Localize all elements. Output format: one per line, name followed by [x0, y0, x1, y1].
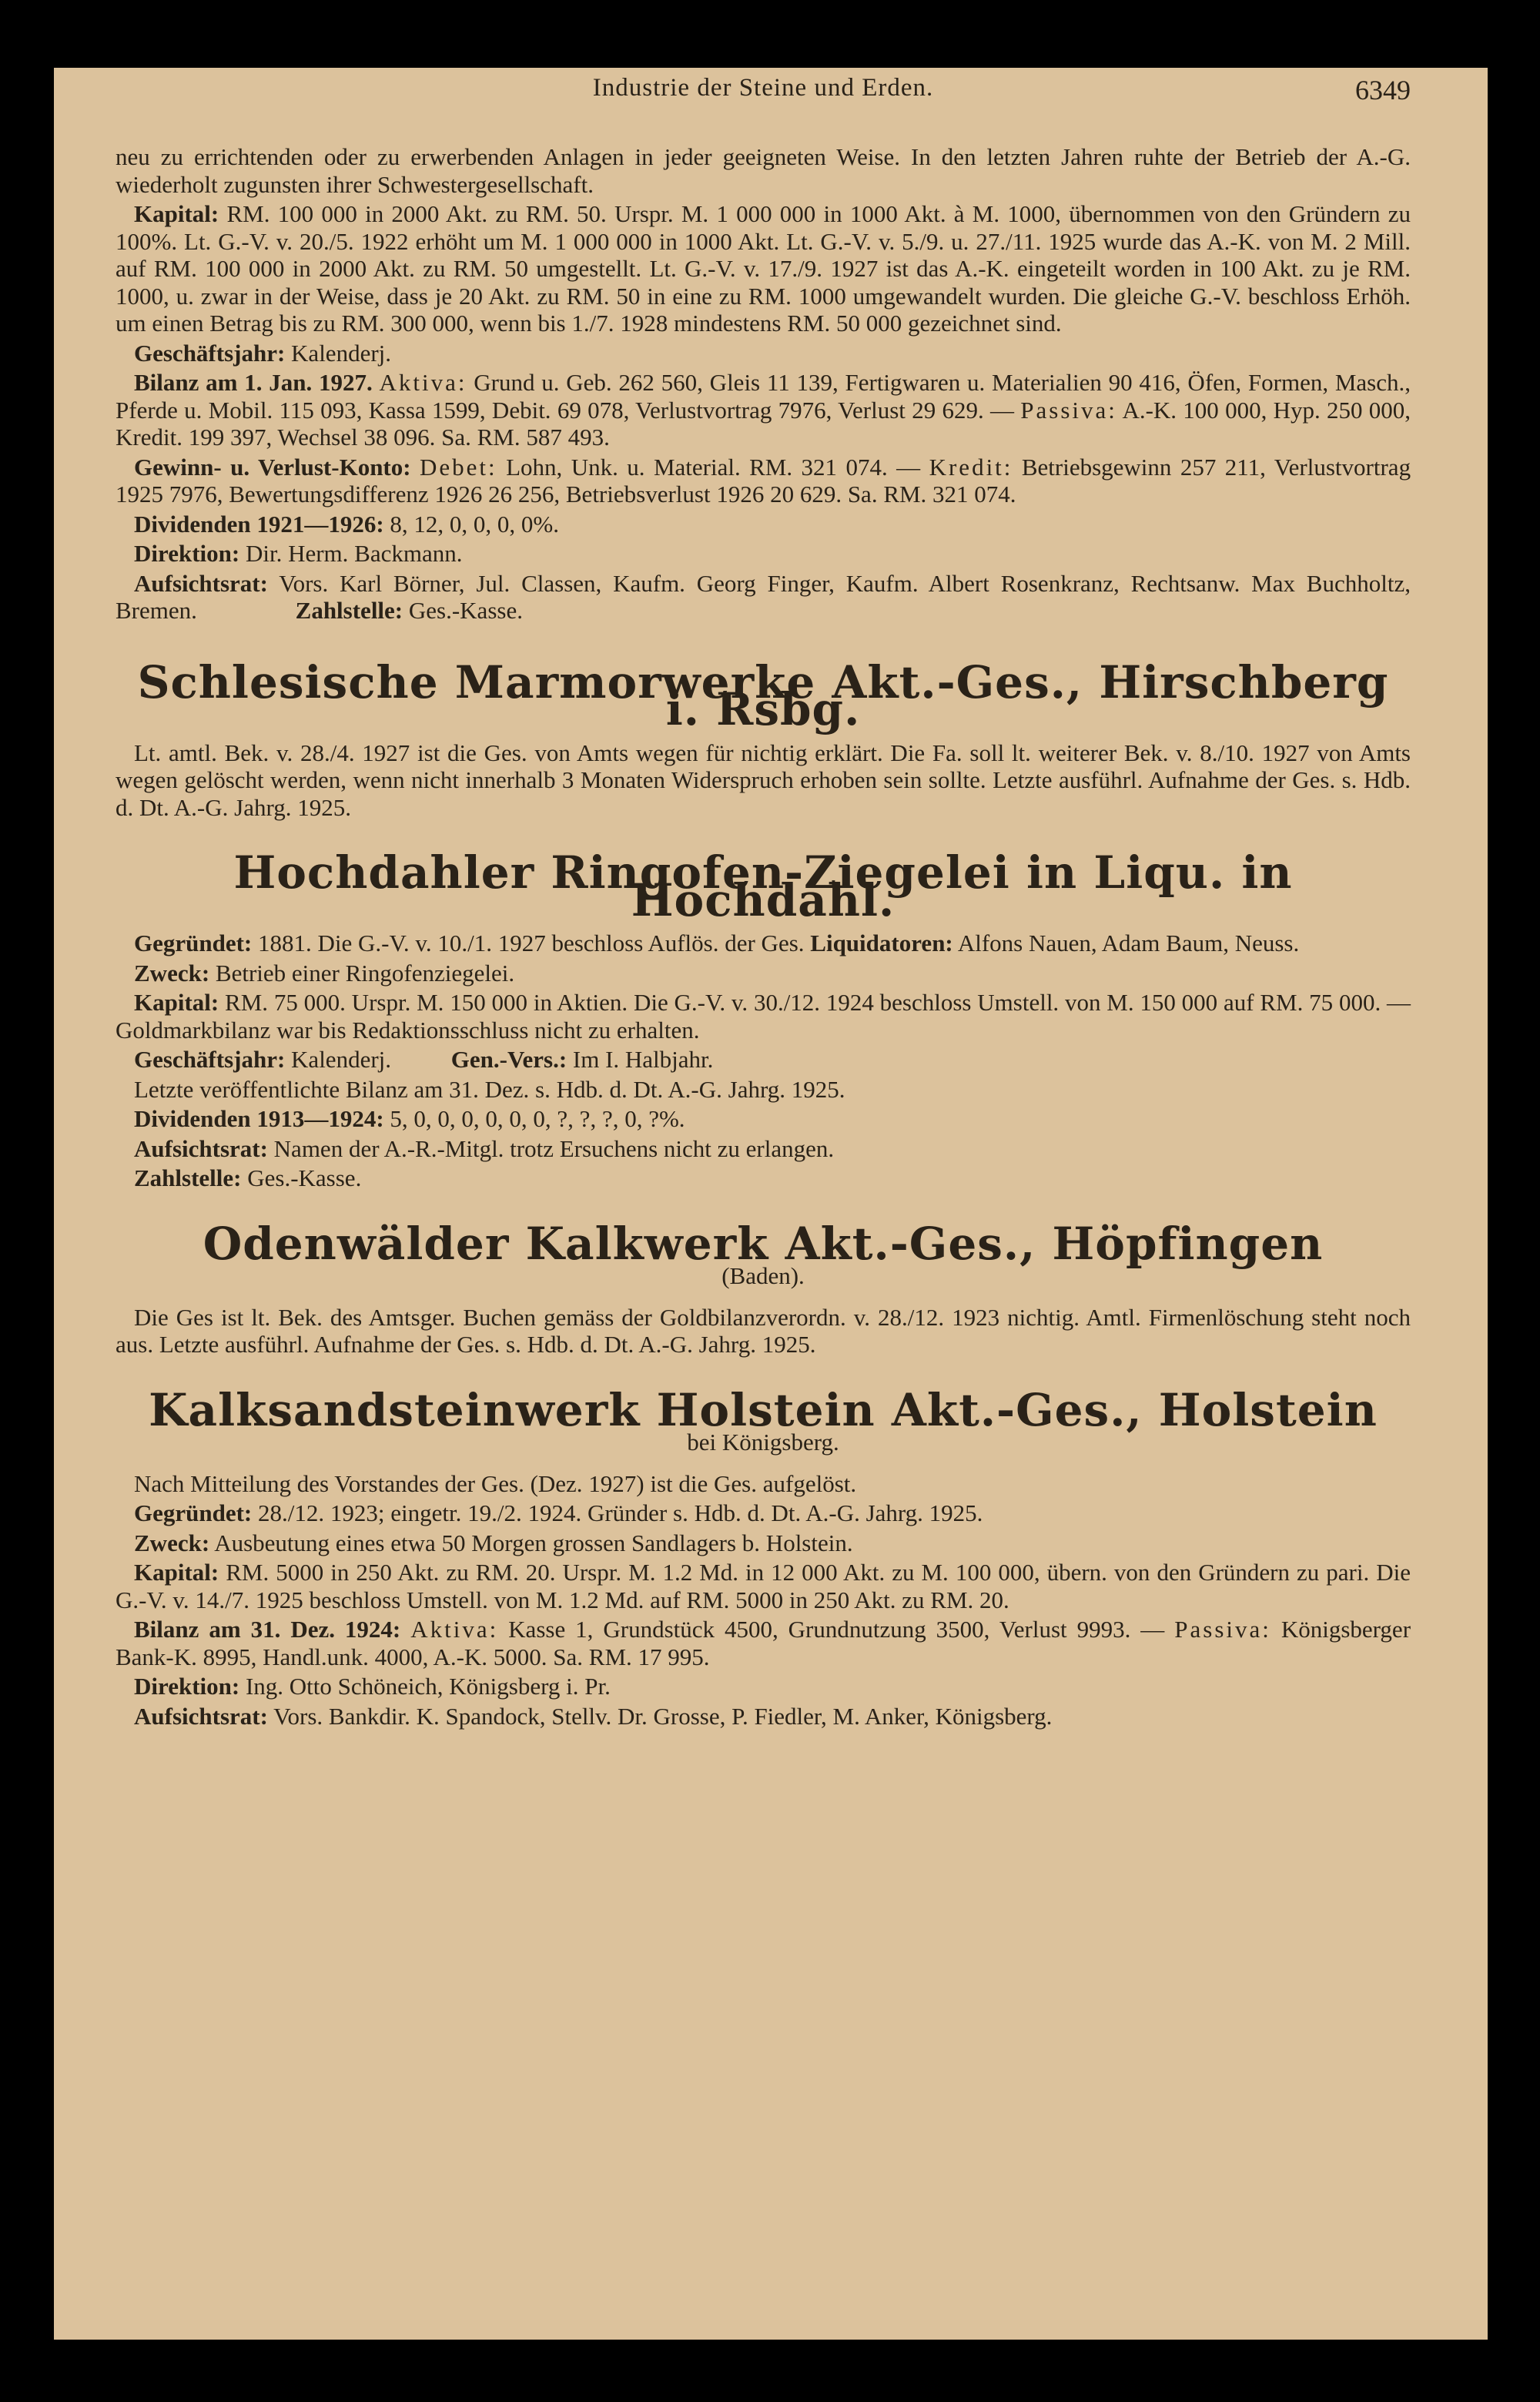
label: Dividenden 1921—1926:: [134, 510, 384, 538]
entry5-aufsichtsrat: [116, 1703, 1411, 1730]
label: Gen.-Vers.:: [450, 1046, 567, 1073]
entry3-gegruendet: [116, 930, 1411, 957]
entry3-kapital: [116, 989, 1411, 1044]
entry1-bilanz: [116, 369, 1411, 451]
label: Zweck:: [134, 1529, 210, 1556]
value: 8, 12, 0, 0, 0, 0%.: [390, 510, 559, 538]
entry1-direktion: [116, 540, 1411, 568]
entry3-aufsichtsrat: [116, 1135, 1411, 1163]
entry2-title: Schlesische Marmorwerke Akt.-Ges., Hirschberg i. Rsbg.: [137, 655, 1389, 735]
label: Zahlstelle:: [295, 597, 403, 624]
label: Kapital:: [134, 200, 219, 227]
label: Geschäftsjahr:: [134, 1046, 286, 1073]
entry1-dividenden: [116, 511, 1411, 538]
entry5-subtitle: bei Königsberg.: [687, 1429, 839, 1456]
entry1-gj: [116, 340, 1411, 367]
value: Ges.-Kasse.: [408, 597, 523, 624]
label: Kapital:: [134, 1559, 219, 1586]
value: RM. 5000 in 250 Akt. zu RM. 20. Urspr. M. 1.2 Md. in 12 000 Akt. zu M. 100 000, übern. von den Gründern zu pari. Die G.-V. v. 14./7. 1925 beschloss Umstell. von M. 1.2 Md. auf RM. 5000 in 250 Akt. zu RM. 20.: [116, 1559, 1411, 1613]
value: Im I. Halbjahr.: [572, 1046, 714, 1073]
label: Kredit:: [929, 453, 1013, 481]
entry3-bilanz: Letzte veröffentlichte Bilanz am 31. Dez. s. Hdb. d. Dt. A.-G. Jahrg. 1925.: [134, 1075, 845, 1103]
value: Königsberger Bank-K. 8995, Handl.unk. 4000, A.-K. 5000. Sa. RM. 17 995.: [116, 1616, 1411, 1670]
entry3-title: Hochdahler Ringofen-Ziegelei in Liqu. in Hochdahl.: [233, 846, 1293, 926]
entry5-direktion: [116, 1673, 1411, 1700]
entry4-title: Odenwälder Kalkwerk Akt.-Ges., Höpfingen: [203, 1217, 1324, 1270]
label: Debet:: [420, 453, 497, 481]
value: Dir. Herm. Backmann.: [245, 540, 463, 567]
entry5-title: Kalksandsteinwerk Holstein Akt.-Ges., Holstein: [149, 1383, 1378, 1436]
value: Kalenderj.: [291, 339, 392, 367]
entry5-bilanz: [116, 1616, 1411, 1670]
value: Vors. Karl Börner, Jul. Classen, Kaufm. Georg Finger, Kaufm. Albert Rosenkranz, Rechtsanw. Max Buchholtz, Bremen.: [116, 569, 1411, 624]
entry2-text: Lt. amtl. Bek. v. 28./4. 1927 ist die Ges. von Amts wegen für nichtig erklärt. Die Fa. soll lt. weiterer Bek. v. 8./10. 1927 von Amts wegen gelöscht werden, wenn nicht innerhalb 3 Monaten Widerspruch erhoben sein sollte. Letzte ausführl. Aufnahme der Ges. s. Hdb. d. Dt. A.-G. Jahrg. 1925.: [116, 739, 1411, 821]
entry1-aufsichtsrat: [116, 570, 1411, 625]
entry5-note: Nach Mitteilung des Vorstandes der Ges. (Dez. 1927) ist die Ges. aufgelöst.: [134, 1469, 857, 1497]
running-head-title: Industrie der Steine und Erden.: [592, 74, 934, 102]
value: Alfons Nauen, Adam Baum, Neuss.: [957, 930, 1300, 956]
value: Ing. Otto Schöneich, Königsberg i. Pr.: [245, 1673, 611, 1700]
entry1-guv: [116, 454, 1411, 508]
label: Aktiva:: [379, 369, 467, 396]
value: Namen der A.-R.-Mitgl. trotz Ersuchens nicht zu erlangen.: [273, 1134, 835, 1162]
label: Bilanz am 1. Jan. 1927.: [134, 369, 373, 396]
value: RM. 100 000 in 2000 Akt. zu RM. 50. Urspr. M. 1 000 000 in 1000 Akt. à M. 1000, übernommen von den Gründern zu 100%. Lt. G.-V. v. 20./5. 1922 erhöht um M. 1 000 000 in 1000 Akt. Lt. G.-V. v. 5./9. u. 27./11. 1925 wurde das A.-K. von M. 2 Mill. auf RM. 100 000 in 2000 Akt. zu RM. 50 umgestellt. Lt. G.-V. v. 17./9. 1927 ist das A.-K. eingeteilt worden in 100 Akt. zu je RM. 1000, u. zwar in der Weise, dass je 20 Akt. zu RM. 50 in eine zu RM. 1000 umgewandelt wurden. Die gleiche G.-V. beschloss Erhöh. um einen Betrag bis zu RM. 300 000, wenn bis 1./7. 1928 mindestens RM. 50 000 gezeichnet sind.: [116, 200, 1411, 337]
value: Vors. Bankdir. K. Spandock, Stellv. Dr. Grosse, P. Fiedler, M. Anker, Königsberg.: [273, 1702, 1053, 1730]
label: Direktion:: [134, 540, 240, 567]
value: 1881. Die G.-V. v. 10./1. 1927 beschloss Auflös. der Ges.: [258, 930, 805, 956]
label: Dividenden 1913—1924:: [134, 1105, 384, 1132]
label: Bilanz am 31. Dez. 1924:: [134, 1616, 401, 1643]
value: 28./12. 1923; eingetr. 19./2. 1924. Gründer s. Hdb. d. Dt. A.-G. Jahrg. 1925.: [258, 1499, 983, 1526]
label: Aufsichtsrat:: [134, 1702, 268, 1730]
label: Liquidatoren:: [810, 930, 953, 956]
label: Kapital:: [134, 989, 219, 1016]
value: Lohn, Unk. u. Material. RM. 321 074. —: [506, 453, 921, 481]
value: 5, 0, 0, 0, 0, 0, 0, ?, ?, ?, 0, ?%.: [390, 1105, 685, 1132]
page-number: 6349: [1355, 75, 1411, 106]
value: Ges.-Kasse.: [247, 1164, 362, 1191]
entry4-subtitle: (Baden).: [721, 1262, 805, 1289]
label: Aufsichtsrat:: [134, 1134, 268, 1162]
value: Ausbeutung eines etwa 50 Morgen grossen Sandlagers b. Holstein.: [214, 1529, 853, 1556]
label: Geschäftsjahr:: [134, 339, 286, 367]
label: Aufsichtsrat:: [134, 569, 268, 597]
entry3-gj: [116, 1046, 1411, 1074]
value: RM. 75 000. Urspr. M. 150 000 in Aktien. Die G.-V. v. 30./12. 1924 beschloss Umstell. von M. 150 000 auf RM. 75 000. — Goldmarkbilanz war bis Redaktionsschluss nicht zu erhalten.: [116, 989, 1411, 1044]
entry5-zweck: [116, 1529, 1411, 1557]
entry5-gegruendet: [116, 1499, 1411, 1527]
entry3-dividenden: [116, 1105, 1411, 1133]
label: Gegründet:: [134, 1499, 253, 1526]
entry1-intro: neu zu errichtenden oder zu erwerbenden Anlagen in jeder geeigneten Weise. In den letzten Jahren ruhte der Betrieb der A.-G. wiederholt zugunsten ihrer Schwestergesellschaft.: [116, 143, 1411, 198]
running-head: [116, 74, 1411, 105]
label: Aktiva:: [410, 1616, 499, 1643]
value: Kalenderj.: [291, 1046, 392, 1073]
label: Gewinn- u. Verlust-Konto:: [134, 453, 411, 481]
label: Passiva:: [1174, 1616, 1271, 1643]
value: Betrieb einer Ringofenziegelei.: [215, 959, 515, 987]
entry1-kapital: [116, 200, 1411, 337]
page-body: [116, 143, 1411, 1732]
entry5-kapital: [116, 1559, 1411, 1613]
page: [54, 68, 1488, 2340]
label: Gegründet:: [134, 930, 253, 956]
entry3-zweck: [116, 960, 1411, 987]
label: Direktion:: [134, 1673, 240, 1700]
label: Zahlstelle:: [134, 1164, 242, 1191]
value: Betriebsgewinn 257 211, Verlustvortrag 1925 7976, Bewertungsdifferenz 1926 26 256, Betriebsverlust 1926 20 629. Sa. RM. 321 074.: [116, 453, 1411, 508]
value: Kasse 1, Grundstück 4500, Grundnutzung 3500, Verlust 9993. —: [508, 1616, 1165, 1643]
entry4-text: Die Ges ist lt. Bek. des Amtsger. Buchen gemäss der Goldbilanzverordn. v. 28./12. 1923 nichtig. Amtl. Firmenlöschung steht noch aus. Letzte ausführl. Aufnahme der Ges. s. Hdb. d. Dt. A.-G. Jahrg. 1925.: [116, 1303, 1411, 1358]
value: Grund u. Geb. 262 560, Gleis 11 139, Fertigwaren u. Materialien 90 416, Öfen, Formen, Masch., Pferde u. Mobil. 115 093, Kassa 1599, Debit. 69 078, Verlustvortrag 7976, Verlust 29 629. —: [116, 369, 1411, 424]
label: Zweck:: [134, 959, 210, 987]
entry3-zahlstelle: [116, 1164, 1411, 1192]
label: Passiva:: [1020, 396, 1117, 424]
value: A.-K. 100 000, Hyp. 250 000, Kredit. 199 397, Wechsel 38 096. Sa. RM. 587 493.: [116, 396, 1411, 451]
